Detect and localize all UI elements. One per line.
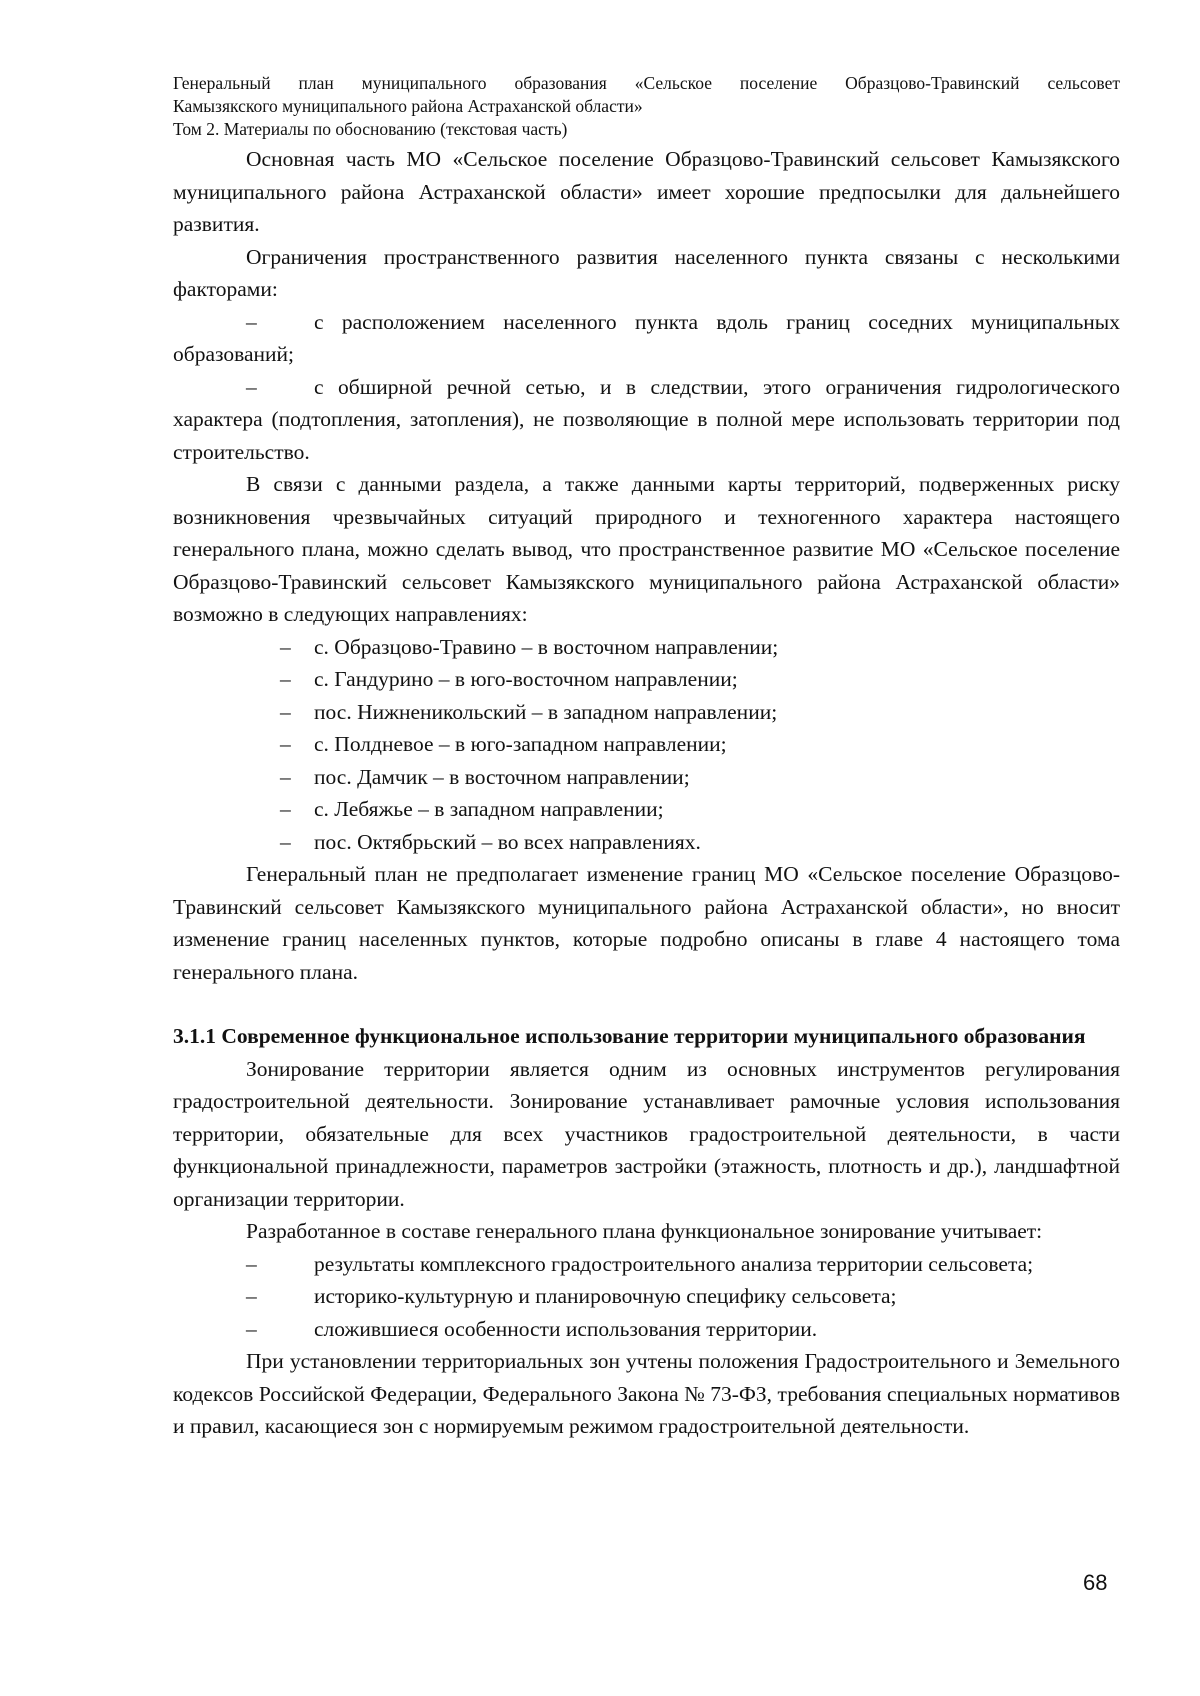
paragraph-boundaries: Генеральный план не предполагает изменение границ МО «Сельское поселение Образцово-Травинский сельсовет Камызякского муниципального района Астраханской области», но вносит изменение границ населенных пунктов, которые подробно описаны в главе 4 настоящего тома генерального плана.: [173, 862, 1120, 984]
dash-marker: –: [246, 309, 257, 334]
zoning-item-text: результаты комплексного градостроительного анализа территории сельсовета;: [314, 1251, 1034, 1276]
dash-marker: –: [280, 732, 291, 756]
zoning-item-3: [173, 1313, 1120, 1346]
zoning-item-text: историко-культурную и планировочную специфику сельсовета;: [314, 1284, 897, 1308]
list-item: [173, 696, 1120, 729]
paragraph-limitations: Ограничения пространственного развития населенного пункта связаны с несколькими факторами:: [173, 244, 1120, 301]
limitation-item-1: [173, 306, 1120, 371]
list-item-text: пос. Октябрьский – во всех направлениях.: [314, 829, 701, 854]
zoning-item-2: [173, 1280, 1120, 1313]
dash-marker: –: [280, 667, 291, 691]
paragraph-intro: Основная часть МО «Сельское поселение Образцово-Травинский сельсовет Камызякского муниципального района Астраханской области» имеет хорошие предпосылки для дальнейшего развития.: [173, 147, 1120, 236]
paragraph-zoning: Зонирование территории является одним из основных инструментов регулирования градостроительной деятельности. Зонирование устанавливает рамочные условия использования территории, обязательные для всех участников градостроительной деятельности, в части функциональной принадлежности, параметров застройки (этажность, плотность и др.), ландшафтной организации территории.: [173, 1056, 1120, 1211]
dash-marker: –: [246, 1284, 257, 1308]
header-line-3: Том 2. Материалы по обоснованию (текстовая часть): [173, 119, 568, 139]
list-item: [173, 761, 1120, 794]
running-header: [173, 72, 1120, 141]
list-item: [173, 793, 1120, 826]
list-item: [173, 728, 1120, 761]
list-item-text: с. Лебяжье – в западном направлении;: [314, 797, 664, 821]
section-heading: 3.1.1 Современное функциональное использование территории муниципального образования: [173, 1024, 1086, 1048]
list-item-text: с. Образцово-Травино – в восточном направлении;: [314, 634, 779, 659]
list-item-text: пос. Нижненикольский – в западном направлении;: [314, 699, 778, 724]
list-item: [173, 663, 1120, 696]
zoning-item-text: сложившиеся особенности использования территории.: [314, 1316, 818, 1341]
limitation-item-text: с обширной речной сетью, и в следствии, этого ограничения гидрологического характера (подтопления, затопления), не позволяющие в полной мере использовать территории под строительство.: [173, 374, 1120, 464]
dash-marker: –: [280, 634, 291, 659]
dash-marker: –: [280, 699, 291, 724]
limitation-item-2: [173, 371, 1120, 469]
paragraph-zoning-considers: Разработанное в составе генерального плана функциональное зонирование учитывает:: [246, 1219, 1043, 1243]
paragraph-conclusion: В связи с данными раздела, а также данными карты территорий, подверженных риску возникновения чрезвычайных ситуаций природного и техногенного характера настоящего генерального плана, можно сделать вывод, что пространственное развитие МО «Сельское поселение Образцово-Травинский сельсовет Камызякского муниципального района Астраханской области» возможно в следующих направлениях:: [173, 472, 1120, 626]
list-item: [173, 631, 1120, 664]
list-item-text: пос. Дамчик – в восточном направлении;: [314, 764, 690, 789]
header-line-1: Генеральный план муниципального образования «Сельское поселение Образцово-Травинский сельсовет: [173, 73, 1120, 93]
document-body: [173, 143, 1120, 1443]
zoning-item-1: [173, 1248, 1120, 1281]
list-item-text: с. Гандурино – в юго-восточном направлении;: [314, 667, 738, 691]
list-item: [173, 826, 1120, 859]
limitation-item-text: с расположением населенного пункта вдоль границ соседних муниципальных образований;: [173, 309, 1120, 366]
paragraph-zones-regulations: При установлении территориальных зон учтены положения Градостроительного и Земельного кодексов Российской Федерации, Федерального Закона № 73-ФЗ, требования специальных нормативов и правил, касающиеся зон с нормируемым режимом градостроительной деятельности.: [173, 1349, 1120, 1438]
header-line-2: Камызякского муниципального района Астраханской области»: [173, 96, 643, 116]
dash-marker: –: [246, 1251, 257, 1276]
dash-marker: –: [246, 374, 257, 399]
dash-marker: –: [280, 797, 291, 821]
dash-marker: –: [246, 1316, 257, 1341]
directions-list: [173, 631, 1120, 859]
page-number: 68: [1083, 1570, 1108, 1595]
list-item-text: с. Полдневое – в юго-западном направлении;: [314, 732, 727, 756]
dash-marker: –: [280, 829, 291, 854]
dash-marker: –: [280, 764, 291, 789]
